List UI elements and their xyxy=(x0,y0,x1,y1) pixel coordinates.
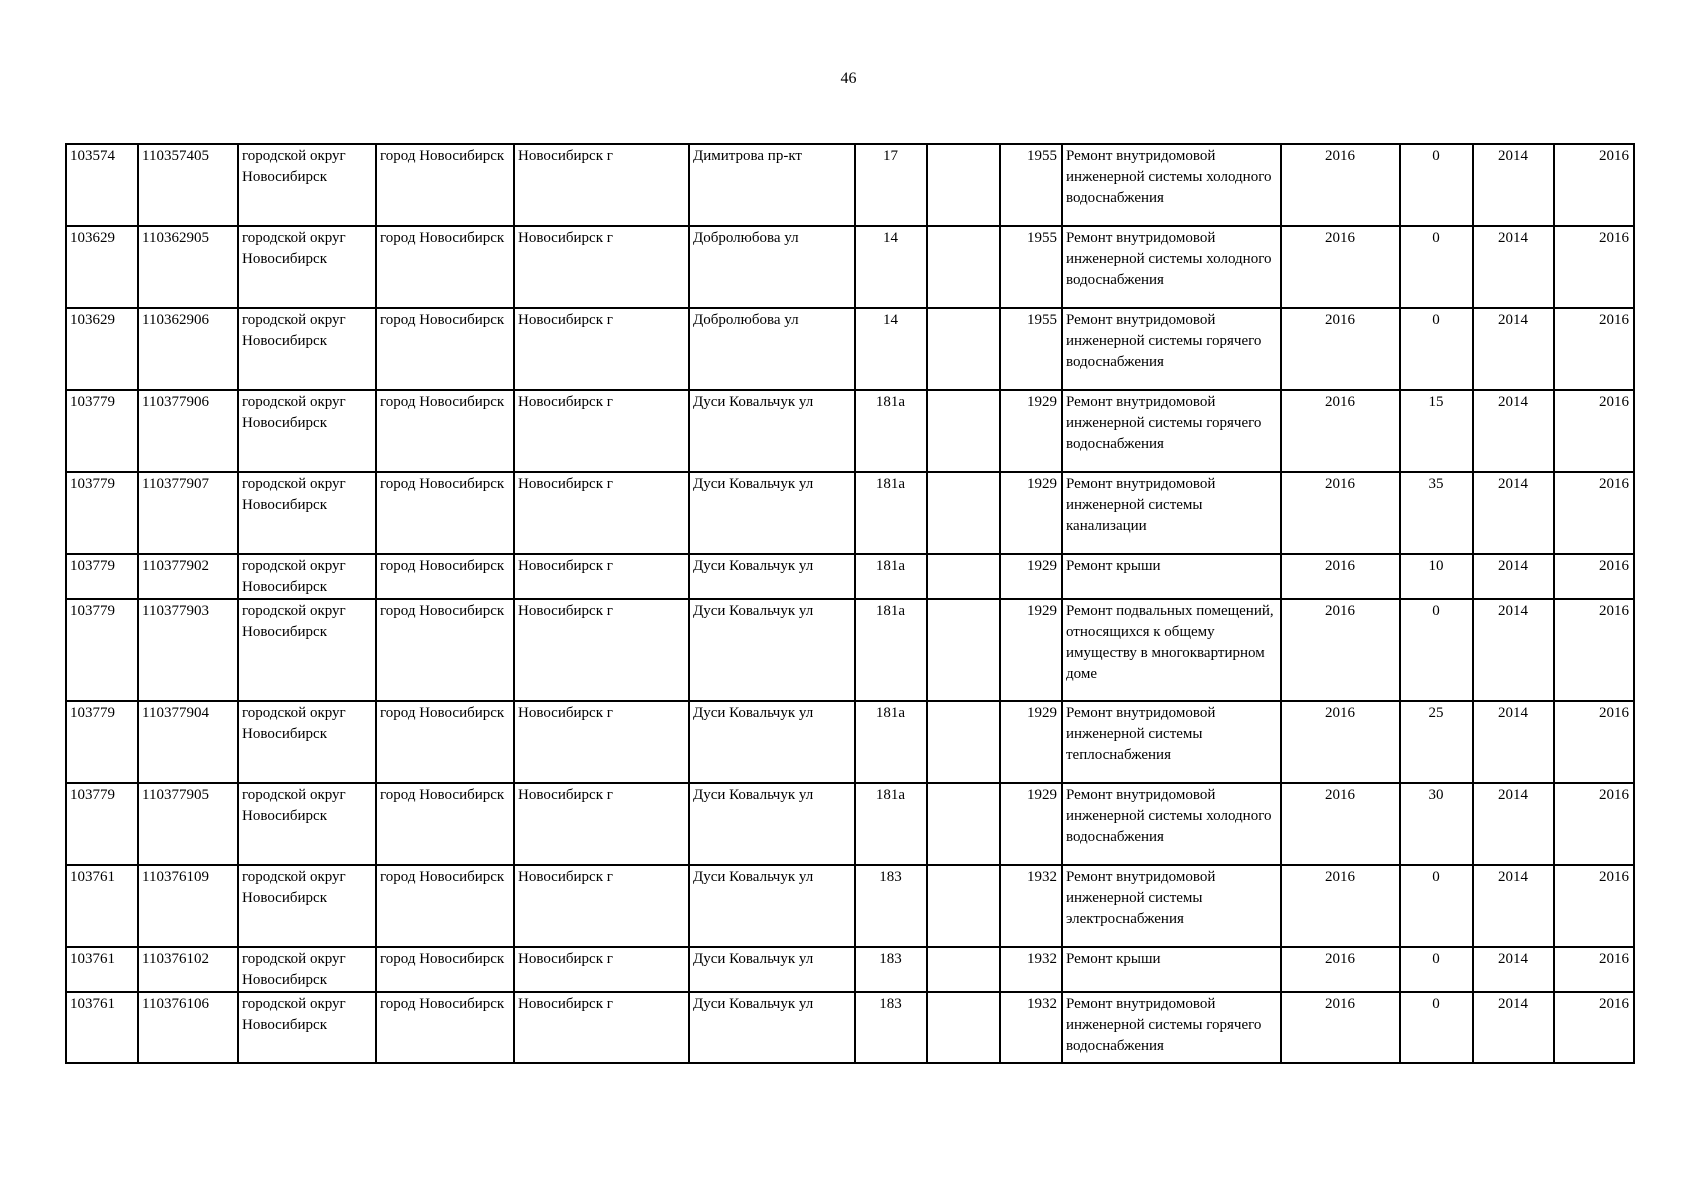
table-row xyxy=(66,947,1634,992)
period-start-cell: 2014 xyxy=(1473,992,1554,1063)
planned-year-cell: 2016 xyxy=(1281,947,1400,992)
street-cell: Добролюбова ул xyxy=(689,226,855,308)
period-start-cell: 2014 xyxy=(1473,599,1554,701)
house-number-cell: 181а xyxy=(855,390,927,472)
locality-cell: Новосибирск г xyxy=(514,599,689,701)
locality-cell: Новосибирск г xyxy=(514,992,689,1063)
work-type-cell: Ремонт внутридомовой инженерной системы горячего водоснабжения xyxy=(1062,992,1281,1063)
table-row xyxy=(66,144,1634,226)
building-cell xyxy=(927,865,1000,947)
table-row xyxy=(66,783,1634,865)
table-row xyxy=(66,554,1634,599)
house-number-cell: 181а xyxy=(855,701,927,783)
period-end-cell: 2016 xyxy=(1554,865,1634,947)
work-type-cell: Ремонт внутридомовой инженерной системы канализации xyxy=(1062,472,1281,554)
house-id-cell: 103761 xyxy=(66,992,138,1063)
street-cell: Дуси Ковальчук ул xyxy=(689,472,855,554)
settlement-cell: город Новосибирск xyxy=(376,308,514,390)
planned-year-cell: 2016 xyxy=(1281,865,1400,947)
year-built-cell: 1929 xyxy=(1000,599,1062,701)
settlement-cell: город Новосибирск xyxy=(376,226,514,308)
settlement-cell: город Новосибирск xyxy=(376,783,514,865)
locality-cell: Новосибирск г xyxy=(514,701,689,783)
municipality-cell: городской округ Новосибирск xyxy=(238,947,376,992)
work-type-cell: Ремонт внутридомовой инженерной системы холодного водоснабжения xyxy=(1062,144,1281,226)
period-end-cell: 2016 xyxy=(1554,390,1634,472)
street-cell: Дуси Ковальчук ул xyxy=(689,865,855,947)
period-start-cell: 2014 xyxy=(1473,226,1554,308)
planned-year-cell: 2016 xyxy=(1281,599,1400,701)
wear-percent-cell: 0 xyxy=(1400,947,1473,992)
period-start-cell: 2014 xyxy=(1473,554,1554,599)
settlement-cell: город Новосибирск xyxy=(376,992,514,1063)
street-cell: Дуси Ковальчук ул xyxy=(689,992,855,1063)
work-id-cell: 110362905 xyxy=(138,226,238,308)
building-cell xyxy=(927,947,1000,992)
year-built-cell: 1932 xyxy=(1000,992,1062,1063)
street-cell: Дуси Ковальчук ул xyxy=(689,554,855,599)
period-end-cell: 2016 xyxy=(1554,701,1634,783)
house-id-cell: 103779 xyxy=(66,599,138,701)
building-cell xyxy=(927,308,1000,390)
year-built-cell: 1929 xyxy=(1000,554,1062,599)
work-id-cell: 110376106 xyxy=(138,992,238,1063)
page-number: 46 xyxy=(840,70,857,87)
work-type-cell: Ремонт подвальных помещений, относящихся к общему имуществу в многоквартирном доме xyxy=(1062,599,1281,701)
wear-percent-cell: 0 xyxy=(1400,144,1473,226)
period-end-cell: 2016 xyxy=(1554,783,1634,865)
period-end-cell: 2016 xyxy=(1554,144,1634,226)
house-id-cell: 103779 xyxy=(66,390,138,472)
year-built-cell: 1932 xyxy=(1000,947,1062,992)
settlement-cell: город Новосибирск xyxy=(376,865,514,947)
wear-percent-cell: 0 xyxy=(1400,865,1473,947)
table-row xyxy=(66,226,1634,308)
planned-year-cell: 2016 xyxy=(1281,554,1400,599)
wear-percent-cell: 0 xyxy=(1400,308,1473,390)
locality-cell: Новосибирск г xyxy=(514,226,689,308)
period-end-cell: 2016 xyxy=(1554,554,1634,599)
period-start-cell: 2014 xyxy=(1473,144,1554,226)
settlement-cell: город Новосибирск xyxy=(376,599,514,701)
settlement-cell: город Новосибирск xyxy=(376,144,514,226)
street-cell: Дуси Ковальчук ул xyxy=(689,599,855,701)
year-built-cell: 1955 xyxy=(1000,308,1062,390)
municipality-cell: городской округ Новосибирск xyxy=(238,701,376,783)
house-number-cell: 181а xyxy=(855,472,927,554)
house-number-cell: 17 xyxy=(855,144,927,226)
work-id-cell: 110376102 xyxy=(138,947,238,992)
work-id-cell: 110377906 xyxy=(138,390,238,472)
locality-cell: Новосибирск г xyxy=(514,308,689,390)
house-number-cell: 181а xyxy=(855,554,927,599)
municipality-cell: городской округ Новосибирск xyxy=(238,308,376,390)
period-start-cell: 2014 xyxy=(1473,947,1554,992)
period-end-cell: 2016 xyxy=(1554,226,1634,308)
street-cell: Дуси Ковальчук ул xyxy=(689,701,855,783)
house-id-cell: 103761 xyxy=(66,947,138,992)
locality-cell: Новосибирск г xyxy=(514,144,689,226)
period-end-cell: 2016 xyxy=(1554,472,1634,554)
house-number-cell: 183 xyxy=(855,947,927,992)
house-id-cell: 103761 xyxy=(66,865,138,947)
work-type-cell: Ремонт крыши xyxy=(1062,554,1281,599)
wear-percent-cell: 30 xyxy=(1400,783,1473,865)
work-type-cell: Ремонт внутридомовой инженерной системы холодного водоснабжения xyxy=(1062,226,1281,308)
locality-cell: Новосибирск г xyxy=(514,865,689,947)
period-start-cell: 2014 xyxy=(1473,472,1554,554)
year-built-cell: 1955 xyxy=(1000,226,1062,308)
house-id-cell: 103629 xyxy=(66,308,138,390)
building-cell xyxy=(927,390,1000,472)
locality-cell: Новосибирск г xyxy=(514,472,689,554)
table-row xyxy=(66,865,1634,947)
period-start-cell: 2014 xyxy=(1473,783,1554,865)
work-type-cell: Ремонт внутридомовой инженерной системы холодного водоснабжения xyxy=(1062,783,1281,865)
street-cell: Дуси Ковальчук ул xyxy=(689,783,855,865)
year-built-cell: 1955 xyxy=(1000,144,1062,226)
wear-percent-cell: 15 xyxy=(1400,390,1473,472)
locality-cell: Новосибирск г xyxy=(514,783,689,865)
planned-year-cell: 2016 xyxy=(1281,472,1400,554)
work-id-cell: 110377904 xyxy=(138,701,238,783)
work-type-cell: Ремонт внутридомовой инженерной системы электроснабжения xyxy=(1062,865,1281,947)
wear-percent-cell: 10 xyxy=(1400,554,1473,599)
table-row xyxy=(66,992,1634,1063)
house-number-cell: 181а xyxy=(855,783,927,865)
municipality-cell: городской округ Новосибирск xyxy=(238,472,376,554)
building-cell xyxy=(927,783,1000,865)
work-id-cell: 110357405 xyxy=(138,144,238,226)
table-row xyxy=(66,472,1634,554)
locality-cell: Новосибирск г xyxy=(514,947,689,992)
period-end-cell: 2016 xyxy=(1554,308,1634,390)
house-number-cell: 14 xyxy=(855,308,927,390)
planned-year-cell: 2016 xyxy=(1281,308,1400,390)
settlement-cell: город Новосибирск xyxy=(376,472,514,554)
house-number-cell: 183 xyxy=(855,865,927,947)
house-number-cell: 181а xyxy=(855,599,927,701)
settlement-cell: город Новосибирск xyxy=(376,554,514,599)
work-type-cell: Ремонт крыши xyxy=(1062,947,1281,992)
house-id-cell: 103629 xyxy=(66,226,138,308)
house-id-cell: 103779 xyxy=(66,554,138,599)
planned-year-cell: 2016 xyxy=(1281,144,1400,226)
settlement-cell: город Новосибирск xyxy=(376,390,514,472)
street-cell: Дуси Ковальчук ул xyxy=(689,947,855,992)
period-start-cell: 2014 xyxy=(1473,701,1554,783)
work-id-cell: 110362906 xyxy=(138,308,238,390)
period-start-cell: 2014 xyxy=(1473,390,1554,472)
house-id-cell: 103574 xyxy=(66,144,138,226)
table-row xyxy=(66,701,1634,783)
building-cell xyxy=(927,599,1000,701)
period-start-cell: 2014 xyxy=(1473,865,1554,947)
building-cell xyxy=(927,701,1000,783)
work-id-cell: 110377903 xyxy=(138,599,238,701)
building-cell xyxy=(927,144,1000,226)
work-id-cell: 110377905 xyxy=(138,783,238,865)
building-cell xyxy=(927,472,1000,554)
period-start-cell: 2014 xyxy=(1473,308,1554,390)
wear-percent-cell: 0 xyxy=(1400,992,1473,1063)
planned-year-cell: 2016 xyxy=(1281,701,1400,783)
table-row xyxy=(66,599,1634,701)
period-end-cell: 2016 xyxy=(1554,599,1634,701)
municipality-cell: городской округ Новосибирск xyxy=(238,783,376,865)
planned-year-cell: 2016 xyxy=(1281,390,1400,472)
period-end-cell: 2016 xyxy=(1554,947,1634,992)
year-built-cell: 1932 xyxy=(1000,865,1062,947)
wear-percent-cell: 25 xyxy=(1400,701,1473,783)
planned-year-cell: 2016 xyxy=(1281,992,1400,1063)
work-id-cell: 110377907 xyxy=(138,472,238,554)
building-cell xyxy=(927,554,1000,599)
municipality-cell: городской округ Новосибирск xyxy=(238,992,376,1063)
building-cell xyxy=(927,226,1000,308)
work-type-cell: Ремонт внутридомовой инженерной системы горячего водоснабжения xyxy=(1062,390,1281,472)
locality-cell: Новосибирск г xyxy=(514,554,689,599)
house-id-cell: 103779 xyxy=(66,783,138,865)
locality-cell: Новосибирск г xyxy=(514,390,689,472)
wear-percent-cell: 0 xyxy=(1400,599,1473,701)
year-built-cell: 1929 xyxy=(1000,472,1062,554)
work-type-cell: Ремонт внутридомовой инженерной системы горячего водоснабжения xyxy=(1062,308,1281,390)
settlement-cell: город Новосибирск xyxy=(376,947,514,992)
table-row xyxy=(66,390,1634,472)
municipality-cell: городской округ Новосибирск xyxy=(238,865,376,947)
work-type-cell: Ремонт внутридомовой инженерной системы теплоснабжения xyxy=(1062,701,1281,783)
year-built-cell: 1929 xyxy=(1000,701,1062,783)
municipality-cell: городской округ Новосибирск xyxy=(238,144,376,226)
planned-year-cell: 2016 xyxy=(1281,783,1400,865)
house-number-cell: 14 xyxy=(855,226,927,308)
municipality-cell: городской округ Новосибирск xyxy=(238,226,376,308)
year-built-cell: 1929 xyxy=(1000,783,1062,865)
year-built-cell: 1929 xyxy=(1000,390,1062,472)
street-cell: Димитрова пр-кт xyxy=(689,144,855,226)
repair-registry-table xyxy=(65,143,1635,1064)
building-cell xyxy=(927,992,1000,1063)
planned-year-cell: 2016 xyxy=(1281,226,1400,308)
municipality-cell: городской округ Новосибирск xyxy=(238,599,376,701)
wear-percent-cell: 0 xyxy=(1400,226,1473,308)
work-id-cell: 110376109 xyxy=(138,865,238,947)
table-body xyxy=(66,144,1634,1063)
wear-percent-cell: 35 xyxy=(1400,472,1473,554)
house-id-cell: 103779 xyxy=(66,701,138,783)
house-number-cell: 183 xyxy=(855,992,927,1063)
street-cell: Добролюбова ул xyxy=(689,308,855,390)
table-row xyxy=(66,308,1634,390)
settlement-cell: город Новосибирск xyxy=(376,701,514,783)
work-id-cell: 110377902 xyxy=(138,554,238,599)
street-cell: Дуси Ковальчук ул xyxy=(689,390,855,472)
period-end-cell: 2016 xyxy=(1554,992,1634,1063)
municipality-cell: городской округ Новосибирск xyxy=(238,390,376,472)
municipality-cell: городской округ Новосибирск xyxy=(238,554,376,599)
house-id-cell: 103779 xyxy=(66,472,138,554)
